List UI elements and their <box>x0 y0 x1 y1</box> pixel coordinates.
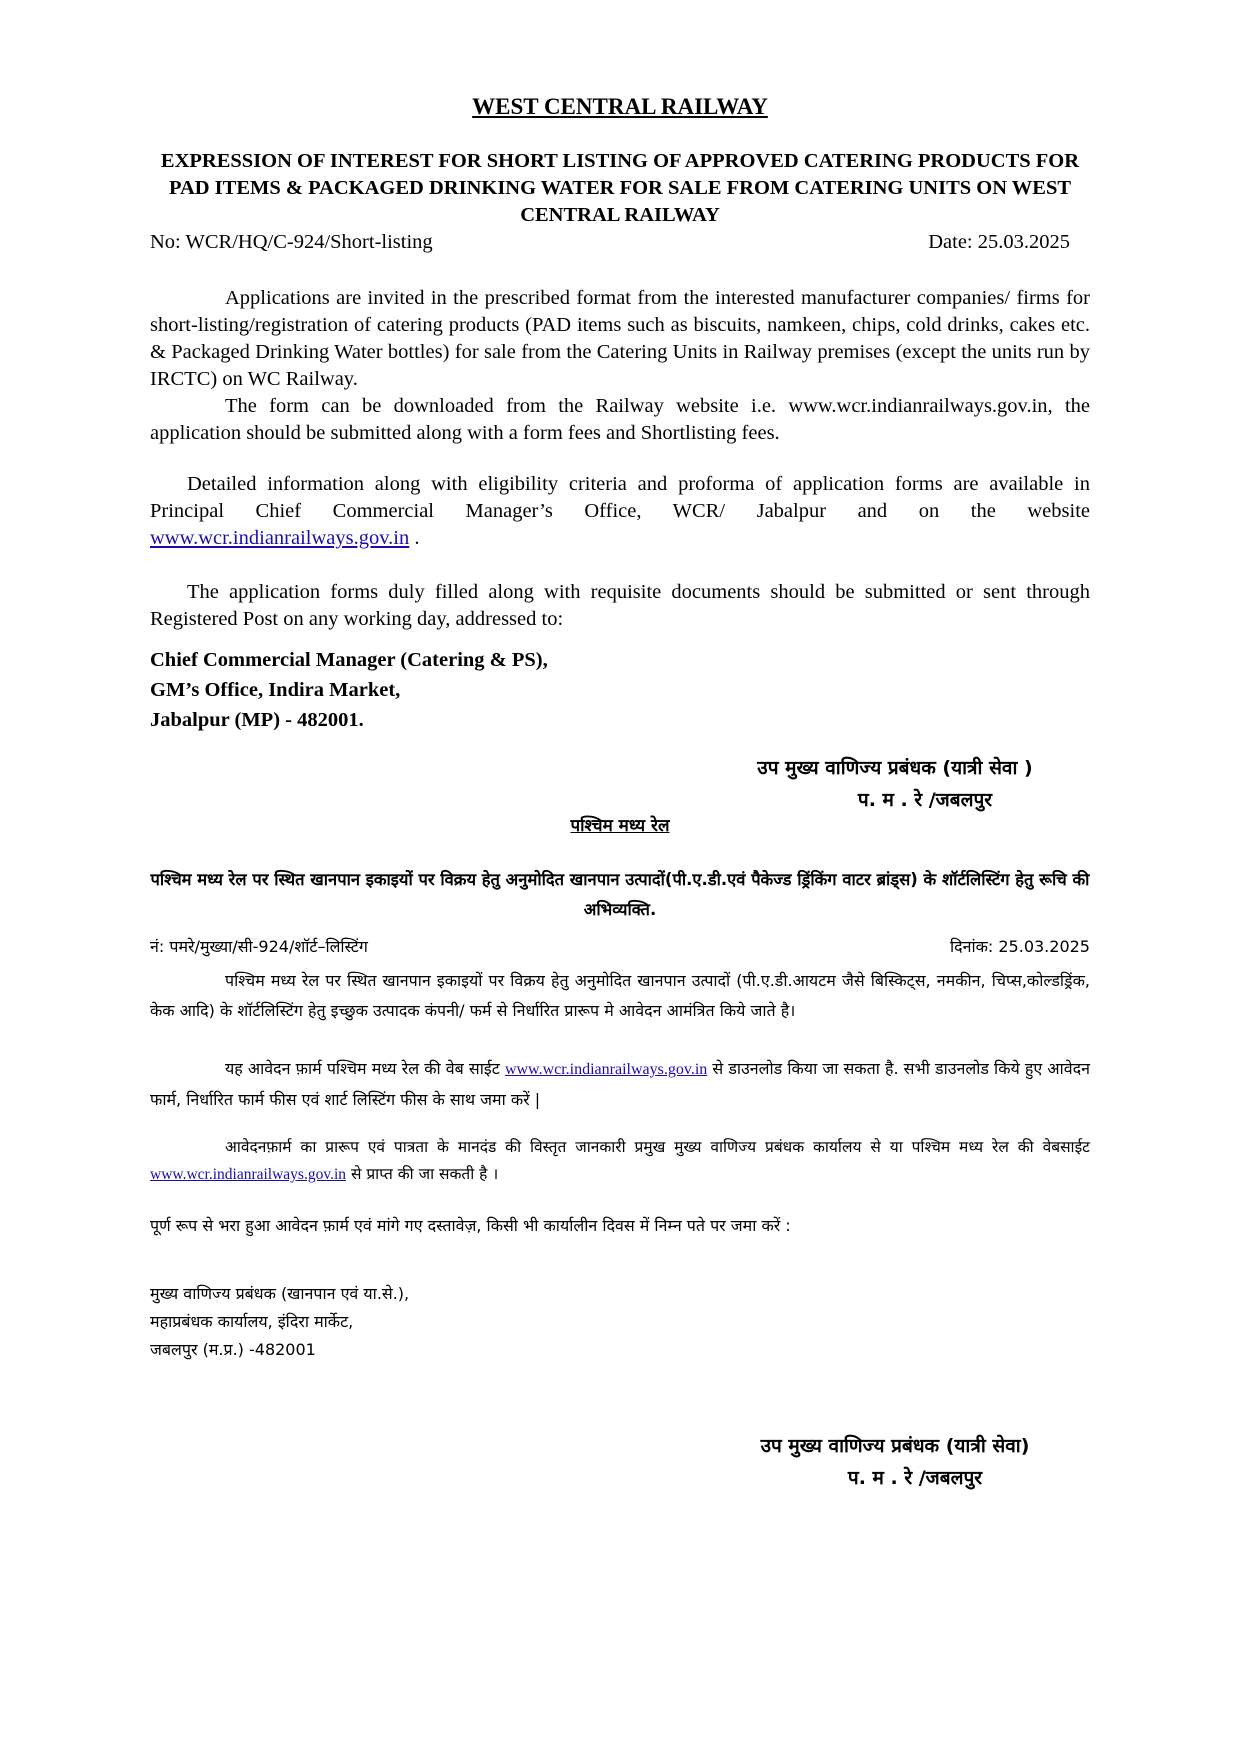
signature-office: प. म . रे /जबलपुर <box>857 789 993 811</box>
hindi-reference-line <box>150 935 1090 957</box>
paragraph-detailed-info-text: Detailed information along with eligibility criteria and proforma of application forms are available in Principal Chief Commercial Manager’s Office, WCR/ Jabalpur and on the website <box>150 473 1090 522</box>
hindi-paragraph-form-download-end: से डाउनलोड किया जा सकता है. सभी डाउनलोड किये हुए आवेदन फार्म, निर्धारित फार्म फीस एवं शार्ट लिस्टिंग फीस के साथ जमा करें | <box>150 1059 1090 1109</box>
website-link[interactable]: www.wcr.indianrailways.gov.in <box>150 527 410 549</box>
reference-date: Date: 25.03.2025 <box>928 231 1070 253</box>
address-line: GM’s Office, Indira Market, <box>150 679 401 701</box>
hindi-paragraph-detailed-info <box>150 1134 1090 1188</box>
signature-block-hindi <box>690 1430 1100 1494</box>
hindi-website-link[interactable]: www.wcr.indianrailways.gov.in <box>504 1061 708 1078</box>
reference-line <box>150 231 1090 254</box>
signature-designation: उप मुख्य वाणिज्य प्रबंधक (यात्री सेवा ) <box>757 757 1033 779</box>
hindi-signature-office: प. म . रे /जबलपुर <box>847 1467 983 1489</box>
paragraph-detailed-info <box>150 471 1090 552</box>
hindi-paragraph-detailed-info-text: आवेदनफ़ार्म का प्रारूप एवं पात्रता के मानदंड की विस्तृत जानकारी प्रमुख मुख्य वाणिज्य प्रबंधक कार्यालय से या पश्चिम मध्य रेल की वेबसाईट <box>225 1138 1090 1156</box>
hindi-reference-date: दिनांक: 25.03.2025 <box>949 937 1090 956</box>
document-title: WEST CENTRAL RAILWAY <box>472 94 768 119</box>
reference-number: No: WCR/HQ/C-924/Short-listing <box>150 231 433 253</box>
address-line: Jabalpur (MP) - 482001. <box>150 709 364 731</box>
hindi-website-link-2[interactable]: www.wcr.indianrailways.gov.in <box>150 1166 347 1183</box>
hindi-address-line: मुख्य वाणिज्य प्रबंधक (खानपान एवं या.से.), <box>150 1284 410 1303</box>
hindi-title: पश्चिम मध्य रेल <box>570 816 670 836</box>
signature-block-english <box>690 752 1100 816</box>
hindi-signature-designation: उप मुख्य वाणिज्य प्रबंधक (यात्री सेवा) <box>760 1435 1030 1457</box>
hindi-paragraph-applications: पश्चिम मध्य रेल पर स्थित खानपान इकाइयों पर विक्रय हेतु अनुमोदित खानपान उत्पादों (पी.ए.डी.आयटम जैसे बिस्किट्स, नमकीन, चिप्स,कोल्डड्रिंक, केक आदि) के शॉर्टलिस्टिंग हेतु इच्छुक उत्पादक कंपनी/ फर्म से निर्धारित प्रारूप मे आवेदन आमंत्रित किये जाते है। <box>150 971 1090 1020</box>
paragraph-applications: Applications are invited in the prescribed format from the interested manufacturer companies/ firms for short-listing/registration of catering products (PAD items such as biscuits, namkeen, chips, cold drinks, cakes etc. & Packaged Drinking Water bottles) for sale from the Catering Units in Railway premises (except the units run by IRCTC) on WC Railway. <box>150 287 1090 390</box>
address-block-hindi <box>150 1280 409 1364</box>
paragraph-form-download: The form can be downloaded from the Railway website i.e. www.wcr.indianrailways.gov.in, the application should be submitted along with a form fees and Shortlisting fees. <box>150 395 1090 444</box>
hindi-paragraph-detailed-info-end: से प्राप्त की जा सकती है । <box>350 1165 499 1183</box>
hindi-reference-number: नं: पमरे/मुख्या/सी-924/शॉर्ट–लिस्टिंग <box>150 937 368 956</box>
paragraph-submission: The application forms duly filled along with requisite documents should be submitted or sent through Registered Post on any working day, addressed to: <box>150 581 1090 630</box>
hindi-subtitle: पश्चिम मध्य रेल पर स्थित खानपान इकाइयों पर विक्रय हेतु अनुमोदित खानपान उत्पादों(पी.ए.डी.एवं पैकेज्ड ड्रिंकिंग वाटर ब्रांड्स) के शॉर्टलिस्टिंग हेतु रूचि की अभिव्यक्ति. <box>150 870 1090 919</box>
hindi-address-line: जबलपुर (म.प्र.) -482001 <box>150 1340 316 1359</box>
hindi-address-line: महाप्रबंधक कार्यालय, इंदिरा मार्केट, <box>150 1312 354 1331</box>
hindi-paragraph-form-download <box>150 1054 1090 1115</box>
document-subtitle: EXPRESSION OF INTEREST FOR SHORT LISTING OF APPROVED CATERING PRODUCTS FOR PAD ITEMS & PACKAGED DRINKING WATER FOR SALE FROM CATERING UNITS ON WEST CENTRAL RAILWAY <box>160 150 1080 226</box>
paragraph-detailed-info-end: . <box>409 527 420 549</box>
address-line: Chief Commercial Manager (Catering & PS), <box>150 649 548 671</box>
address-block-english <box>150 645 548 735</box>
hindi-paragraph-form-download-text: यह आवेदन फ़ार्म पश्चिम मध्य रेल की वेब साईट <box>225 1059 500 1078</box>
hindi-paragraph-submission: पूर्ण रूप से भरा हुआ आवेदन फ़ार्म एवं मांगे गए दस्तावेज़, किसी भी कार्यालीन दिवस में निम्न पते पर जमा करें : <box>150 1216 791 1235</box>
